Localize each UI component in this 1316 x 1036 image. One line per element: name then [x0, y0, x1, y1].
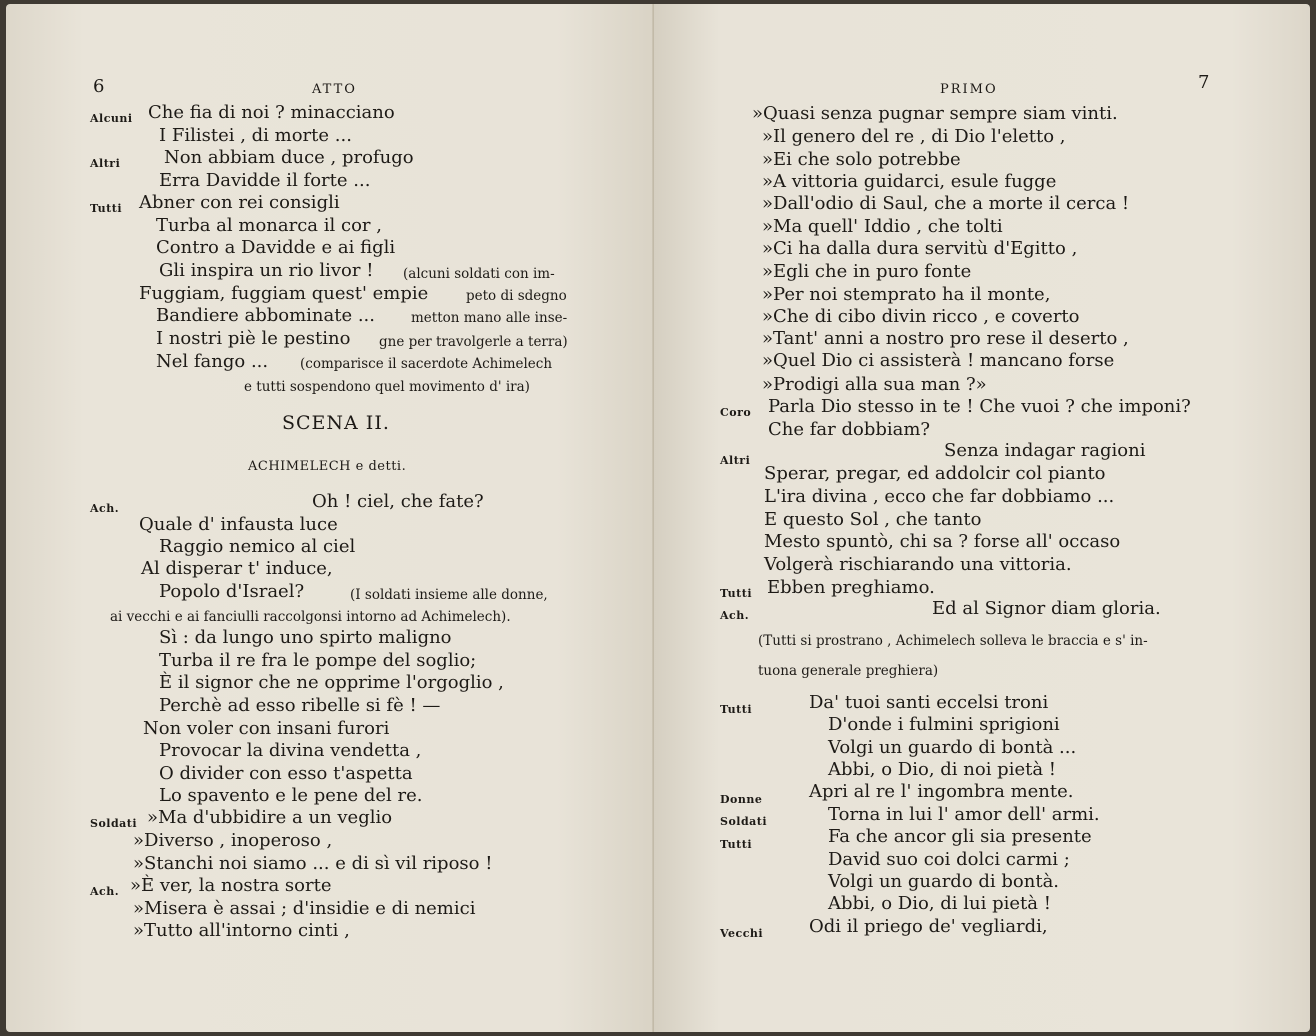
verse-line: »Diverso , inoperoso ,: [133, 830, 333, 851]
verse-line: Apri al re l' ingombra mente.: [809, 781, 1074, 802]
verse-line: Bandiere abbominate ...: [156, 305, 375, 326]
verse-line: Oh ! ciel, che fate?: [312, 491, 484, 512]
verse-line: Da' tuoi santi eccelsi troni: [809, 692, 1049, 713]
verse-line: Fuggiam, fuggiam quest' empie: [139, 283, 429, 304]
speaker: Ach.: [90, 885, 120, 898]
left-page: [6, 4, 654, 1032]
stage-direction: gne per travolgerle a terra): [379, 334, 568, 350]
verse-line: Perchè ad esso ribelle si fè ! —: [159, 695, 441, 716]
verse-line: »A vittoria guidarci, esule fugge: [762, 171, 1057, 192]
verse-line: Ed al Signor diam gloria.: [932, 598, 1161, 619]
right-page: [654, 4, 1310, 1032]
verse-line: E questo Sol , che tanto: [764, 509, 982, 530]
stage-direction: (I soldati insieme alle donne,: [350, 587, 548, 603]
verse-line: Odi il priego de' vegliardi,: [809, 916, 1048, 937]
verse-line: Non abbiam duce , profugo: [164, 147, 414, 168]
verse-line: Turba al monarca il cor ,: [156, 215, 382, 236]
verse-line: D'onde i fulmini sprigioni: [828, 714, 1060, 735]
verse-line: »Stanchi noi siamo ... e di sì vil riposo !: [133, 853, 493, 874]
stage-direction: (comparisce il sacerdote Achimelech: [300, 356, 553, 372]
verse-line: Volgerà rischiarando una vittoria.: [764, 554, 1072, 575]
verse-line: David suo coi dolci carmi ;: [828, 849, 1070, 870]
verse-line: Senza indagar ragioni: [944, 440, 1146, 461]
verse-line: I Filistei , di morte ...: [159, 125, 352, 146]
verse-line: »Tant' anni a nostro pro rese il deserto ,: [762, 328, 1129, 349]
verse-line: I nostri piè le pestino: [156, 328, 351, 349]
speaker: Soldati: [90, 817, 138, 830]
verse-line: Volgi un guardo di bontà ...: [828, 737, 1077, 758]
speaker: Alcuni: [90, 112, 133, 125]
stage-direction: peto di sdegno: [466, 288, 567, 304]
verse-line: Abbi, o Dio, di noi pietà !: [828, 759, 1057, 780]
verse-line: Quale d' infausta luce: [139, 514, 338, 535]
verse-line: È il signor che ne opprime l'orgoglio ,: [159, 672, 504, 693]
verse-line: »Quasi senza pugnar sempre siam vinti.: [752, 103, 1118, 124]
verse-line: Provocar la divina vendetta ,: [159, 740, 422, 761]
verse-line: Sperar, pregar, ed addolcir col pianto: [764, 463, 1106, 484]
verse-line: »Ma quell' Iddio , che tolti: [762, 216, 1003, 237]
verse-line: Turba il re fra le pompe del soglio;: [159, 650, 477, 671]
verse-line: »Dall'odio di Saul, che a morte il cerca !: [762, 193, 1130, 214]
verse-line: Popolo d'Israel?: [159, 581, 305, 602]
running-head: ATTO: [312, 82, 357, 97]
verse-line: Che fia di noi ? minacciano: [148, 102, 395, 123]
verse-line: »Tutto all'intorno cinti ,: [133, 920, 350, 941]
speaker: Tutti: [720, 838, 753, 851]
verse-line: O divider con esso t'aspetta: [159, 763, 413, 784]
verse-line: »Prodigi alla sua man ?»: [762, 374, 987, 395]
verse-line: »Egli che in puro fonte: [762, 261, 972, 282]
speaker: Soldati: [720, 815, 768, 828]
verse-line: Al disperar t' induce,: [141, 558, 333, 579]
verse-line: »Il genero del re , di Dio l'eletto ,: [762, 126, 1066, 147]
speaker: Altri: [720, 454, 751, 467]
stage-direction: metton mano alle inse-: [411, 310, 568, 326]
verse-line: Non voler con insani furori: [143, 718, 390, 739]
verse-line: »Ei che solo potrebbe: [762, 149, 961, 170]
verse-line: Nel fango ...: [156, 351, 269, 372]
verse-line: »Misera è assai ; d'insidie e di nemici: [133, 898, 476, 919]
page-number: 6: [93, 76, 105, 97]
verse-line: »Che di cibo divin ricco , e coverto: [762, 306, 1080, 327]
verse-line: Torna in lui l' amor dell' armi.: [828, 804, 1100, 825]
speaker: Ach.: [90, 502, 120, 515]
verse-line: Contro a Davidde e ai figli: [156, 237, 396, 258]
speaker: Tutti: [720, 587, 753, 600]
verse-line: »Ma d'ubbidire a un veglio: [147, 807, 393, 828]
verse-line: »Ci ha dalla dura servitù d'Egitto ,: [762, 238, 1078, 259]
scene-characters: ACHIMELECH e detti.: [248, 459, 407, 474]
verse-line: Che far dobbiam?: [768, 419, 931, 440]
stage-direction: tuona generale preghiera): [758, 663, 939, 679]
verse-line: Mesto spuntò, chi sa ? forse all' occaso: [764, 531, 1121, 552]
verse-line: Fa che ancor gli sia presente: [828, 826, 1092, 847]
verse-line: L'ira divina , ecco che far dobbiamo ...: [764, 486, 1115, 507]
speaker: Ach.: [720, 609, 750, 622]
verse-line: Sì : da lungo uno spirto maligno: [159, 627, 452, 648]
speaker: Donne: [720, 793, 763, 806]
verse-line: Abbi, o Dio, di lui pietà !: [828, 893, 1051, 914]
stage-direction: e tutti sospendono quel movimento d' ira): [244, 379, 530, 395]
speaker: Coro: [720, 406, 752, 419]
verse-line: »Per noi stemprato ha il monte,: [762, 284, 1051, 305]
page-number: 7: [1198, 72, 1210, 93]
verse-line: Abner con rei consigli: [139, 192, 340, 213]
verse-line: Erra Davidde il forte ...: [159, 170, 371, 191]
speaker: Altri: [90, 157, 121, 170]
verse-line: Parla Dio stesso in te ! Che vuoi ? che imponi?: [768, 396, 1191, 417]
speaker: Tutti: [720, 703, 753, 716]
stage-direction: (alcuni soldati con im-: [403, 266, 555, 282]
verse-line: Ebben preghiamo.: [767, 577, 935, 598]
verse-line: »Quel Dio ci assisterà ! mancano forse: [762, 350, 1115, 371]
verse-line: Gli inspira un rio livor !: [159, 260, 374, 281]
verse-line: Raggio nemico al ciel: [159, 536, 356, 557]
verse-line: Lo spavento e le pene del re.: [159, 785, 423, 806]
running-head: PRIMO: [940, 82, 998, 97]
stage-direction: (Tutti si prostrano , Achimelech solleva le braccia e s' in-: [758, 633, 1148, 649]
speaker: Tutti: [90, 202, 123, 215]
verse-line: »È ver, la nostra sorte: [130, 875, 332, 896]
scene-title: SCENA II.: [282, 412, 390, 434]
verse-line: Volgi un guardo di bontà.: [828, 871, 1060, 892]
speaker: Vecchi: [720, 927, 764, 940]
stage-direction: ai vecchi e ai fanciulli raccolgonsi intorno ad Achimelech).: [110, 609, 511, 625]
